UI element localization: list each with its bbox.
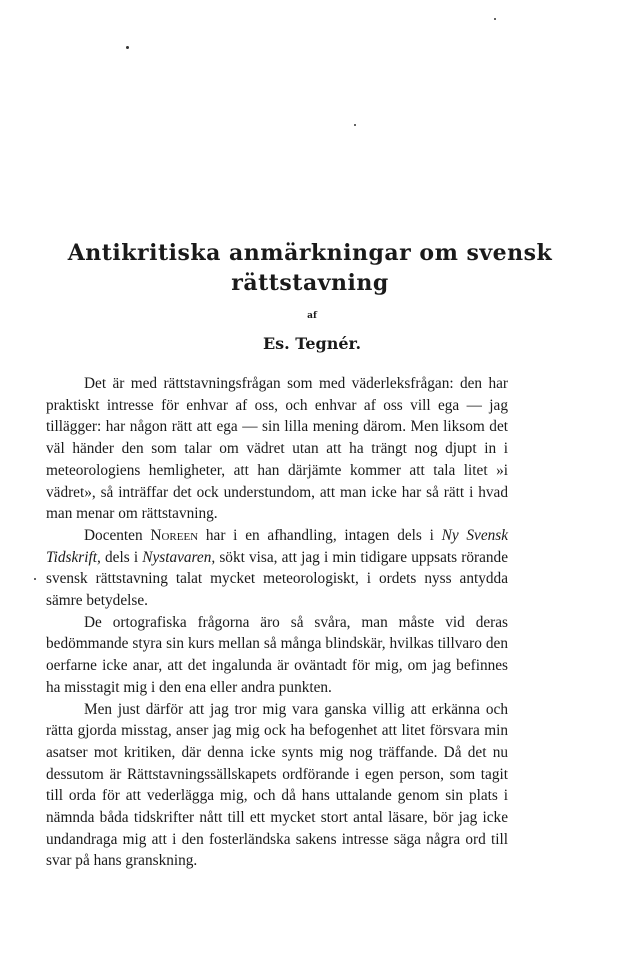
journal-title: Nystavaren, [142,548,216,566]
author-reference: Noreen [150,526,199,544]
byline-af: af [307,311,317,321]
paragraph: Docenten Noreen har i en afhandling, intagen dels i Ny Svensk Tidskrift, dels i Nystavaren, sökt visa, att jag i min tidigare uppsats rörande svensk rättstavning talat mycket meteorologiskt, i ordets nyss antydda sämre betydelse. [46,526,509,610]
author-name: Es. Tegnér. [262,334,362,353]
scan-speck [126,46,129,49]
scan-speck [354,124,356,126]
paragraph: Det är med rättstavningsfrågan som med väderleksfrågan: den har praktiskt intresse för enhvar af oss, och enhvar af oss vill ega — jag tillägger: har någon rätt att ega — sin lilla mening därom. Men liksom det väl händer den som talar om vädret utan att ha trängt nog djupt in i meteorologiens hemligheter, att han därjämte kommer att tala litet »i vädret», så inträffar det ock understundom, att man icke har så rätt i hvad man menar om rättstavning. [46,375,508,523]
paragraph: De ortografiska frågorna äro så svåra, man måste vid deras bedömmande styra sin kurs mellan så många blindskär, hvilkas tillvaro den oerfarne icke anar, att det ingalunda är oväntadt för mig, om jag befinnes ha misstagit mig i den ena eller andra punkten. [46,613,508,696]
journal-title: Ny Svensk Tidskrift, [46,526,509,566]
scan-speck [494,18,496,20]
paragraph: Men just därför att jag tror mig vara ganska villig att erkänna och rätta gjorda misstag, anser jag mig ock ha befogenhet att litet försvara min asatser mot kritiken, där denna icke synts mig nog träffande. Då det nu dessutom är Rättstavningssällskapets ordförande i egen person, som tagit till orda för att vederlägga mig, och då hans uttalande genom sin plats i nämnda båda tidskrifter nått till ett mycket stort antal läsare, bör jag icke undandraga mig att i den fosterländska sakens intresse säga några ord till svar på hans granskning. [46,700,508,870]
scan-speck [34,578,36,580]
article-body [46,373,508,872]
article-title: Antikritiska anmärkningar om svensk rättstavning [67,240,553,296]
